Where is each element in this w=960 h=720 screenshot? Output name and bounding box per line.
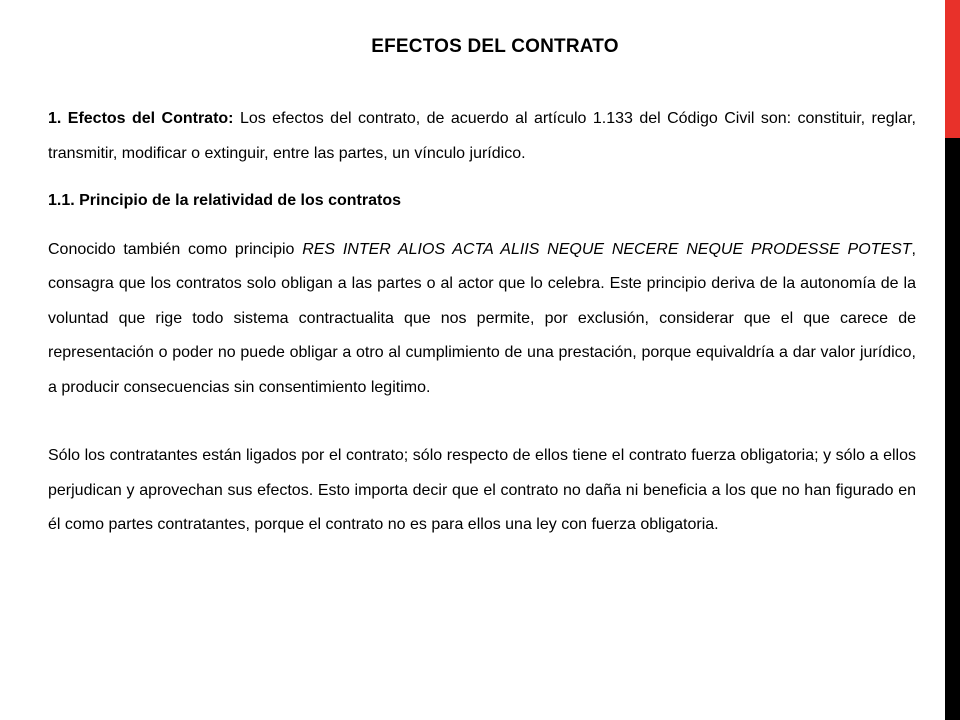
subsection-heading: 1.1. Principio de la relatividad de los contratos — [48, 192, 401, 209]
section-label: 1. Efectos del Contrato: — [48, 110, 234, 127]
document-body — [48, 102, 916, 543]
latin-maxim: RES INTER ALIOS ACTA ALIIS NEQUE NECERE NEQUE PRODESSE POTEST — [302, 240, 912, 258]
accent-bar-red — [945, 0, 960, 138]
section-text: Los efectos del contrato, de acuerdo al artículo 1.133 del Código Civil son: constituir, reglar, transmitir, modificar o extinguir, entre las partes, un vínculo jurídico. — [48, 110, 916, 162]
accent-bar-black — [945, 138, 960, 720]
paragraph-efectos — [48, 102, 916, 171]
paragraph-intro: Conocido también como principio — [48, 240, 303, 258]
paragraph-rest: , consagra que los contratos solo obligan a las partes o al actor que lo celebra. Este principio deriva de la autonomía de la voluntad que rige todo sistema contractualita que nos permite, por exclusión, considerar que el que carece de representación o poder no puede obligar a otro al cumplimiento de una prestación, porque equivaldría a dar valor jurídico, a producir consecuencias sin consentimiento legitimo. — [48, 240, 916, 396]
paragraph-principio — [48, 233, 916, 406]
page-title: EFECTOS DEL CONTRATO — [371, 36, 619, 57]
paragraph-contratantes: Sólo los contratantes están ligados por el contrato; sólo respecto de ellos tiene el contrato fuerza obligatoria; y sólo a ellos perjudican y aprovechan sus efectos. Esto importa decir que el contrato no daña ni beneficia a los que no han figurado en él como partes contratantes, porque el contrato no es para ellos una ley con fuerza obligatoria. — [48, 447, 916, 533]
